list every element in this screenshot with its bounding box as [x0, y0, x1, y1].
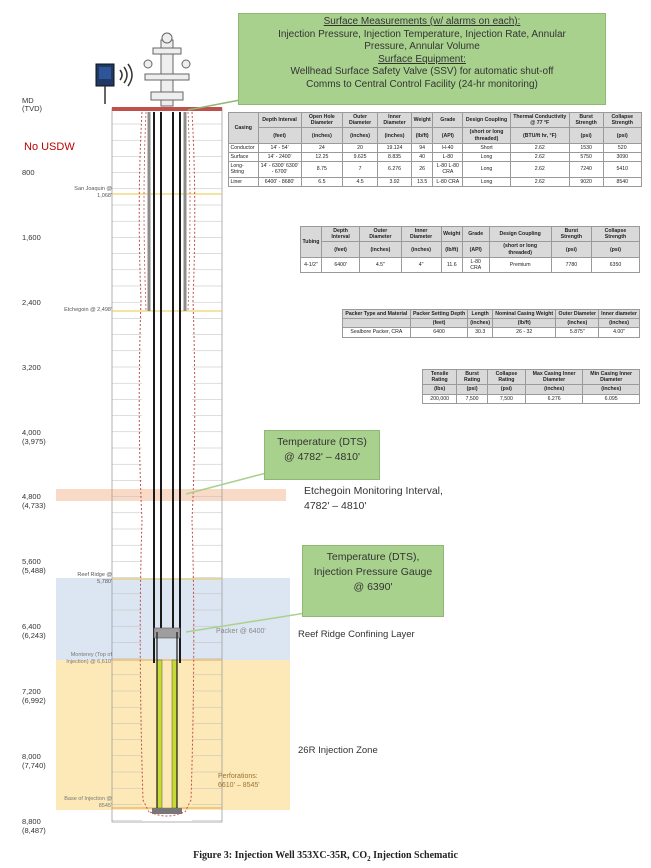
gauge-callout-line-3: @ 6390' [353, 581, 393, 593]
table-cell: 40 [412, 153, 433, 162]
table-cell: 6400' - 8680' [258, 177, 301, 186]
no-usdw-label: No USDW [24, 141, 75, 153]
table-header-cell: Outer Diameter [360, 227, 401, 242]
table-header-cell: Open Hole Diameter [301, 113, 343, 128]
table-cell: 24 [301, 143, 343, 152]
table-cell: 12.25 [301, 153, 343, 162]
table-header-cell: Casing [229, 113, 259, 144]
table-cell: 3090 [603, 153, 642, 162]
table-unit-cell: (inches) [377, 128, 411, 143]
table-cell: 14' - 54' [258, 143, 301, 152]
surface-measurements-line-1: Injection Pressure, Injection Temperature, Injection Rate, Annular [278, 28, 566, 40]
table-cell: 14' - 2400' [258, 153, 301, 162]
table-header-cell: Burst Rating [457, 370, 488, 385]
table-cell: 7,500 [457, 394, 488, 403]
table-cell: L-80 [433, 153, 463, 162]
table-cell: 4-1/2" [301, 257, 322, 272]
depth-mark: 8,800 (8,487) [22, 817, 46, 835]
etchegoin-interval-label: Etchegoin Monitoring Interval, 4782' – 4810' [304, 485, 443, 512]
table-header-cell: Thermal Conductivity @ 77 °F [510, 113, 569, 128]
table-cell: H-40 [433, 143, 463, 152]
table-cell: 14' - 6300' 6300' - 6700' [258, 162, 301, 177]
table-unit-cell: (API) [433, 128, 463, 143]
table-unit-cell: (short or long threaded) [489, 242, 551, 257]
reef-ridge-layer-label: Reef Ridge Confining Layer [298, 629, 415, 640]
table-header-cell: Burst Strength [569, 113, 603, 128]
reef-ridge-label: Reef Ridge @ 5,780' [77, 572, 112, 585]
table-header-cell: Weight [412, 113, 433, 128]
table-cell: 6.276 [525, 394, 582, 403]
table-header-cell: Burst Strength [551, 227, 591, 242]
table-cell: 200,000 [423, 394, 457, 403]
table-row [343, 328, 640, 337]
table-unit-cell: (psi) [591, 242, 639, 257]
table-cell: Surface [229, 153, 259, 162]
table-unit-cell: (inches) [556, 319, 599, 328]
table-header-cell: Collapse Strength [603, 113, 642, 128]
table-row [301, 257, 640, 272]
tubing-table [300, 226, 640, 273]
table-unit-cell: (psi) [569, 128, 603, 143]
injection-zone-label: 26R Injection Zone [298, 745, 378, 756]
depth-mark: 4,000 (3,975) [22, 427, 46, 446]
dts-callout-line-2: @ 4782' – 4810' [284, 451, 360, 463]
table-cell: 4.5 [343, 177, 378, 186]
table-header-cell: Depth Interval [321, 227, 359, 242]
table-unit-cell: (inches) [525, 385, 582, 394]
table-unit-cell: (API) [462, 242, 489, 257]
table-unit-cell: (feet) [321, 242, 359, 257]
table-cell: 94 [412, 143, 433, 152]
table-cell: 4" [401, 257, 441, 272]
table-cell: L-80 L-80 CRA [433, 162, 463, 177]
table-cell: L-80 CRA [433, 177, 463, 186]
table-row [229, 162, 642, 177]
packer-label: Packer @ 6400' [216, 628, 266, 635]
table-header-cell: Nominal Casing Weight [492, 310, 556, 319]
table-unit-cell [343, 319, 411, 328]
table-row [423, 394, 640, 403]
table-cell: 520 [603, 143, 642, 152]
table-unit-cell: (short or long threaded) [463, 128, 510, 143]
table-cell: 6.5 [301, 177, 343, 186]
table-header-cell: Grade [433, 113, 463, 128]
table-cell: Long-String [229, 162, 259, 177]
table-header-cell: Design Coupling [463, 113, 510, 128]
table-header-cell: Tensile Rating [423, 370, 457, 385]
table-row [229, 177, 642, 186]
depth-mark: 8,000 (7,740) [22, 752, 46, 771]
table-cell: 26 - 32 [492, 328, 556, 337]
table-cell: 6.276 [377, 162, 411, 177]
monterey-label: Monterey (Top of Injection) @ 6,610' [66, 652, 112, 665]
gauge-callout-line-2: Injection Pressure Gauge [313, 566, 433, 578]
table-header-cell: Inner Diameter [401, 227, 441, 242]
depth-mark: 7,200 (6,992) [22, 687, 46, 706]
table-cell: Long [463, 162, 510, 177]
table-header-cell: Max Casing Inner Diameter [525, 370, 582, 385]
table-header-cell: Inner Diameter [377, 113, 411, 128]
table-unit-cell: (inches) [401, 242, 441, 257]
table-header-cell: Inner diameter [599, 310, 640, 319]
table-header-cell: Min Casing Inner Diameter [583, 370, 640, 385]
table-cell: 26 [412, 162, 433, 177]
table-unit-cell: (feet) [258, 128, 301, 143]
table-cell: 4.5" [360, 257, 401, 272]
dts-callout-line-1: Temperature (DTS) [277, 436, 367, 448]
table-cell: 8540 [603, 177, 642, 186]
figure-caption: Figure 3: Injection Well 353XC-35R, $CO_2$ Injection Schematic [193, 850, 458, 863]
table-unit-cell: (lb/ft) [412, 128, 433, 143]
table-cell: 7 [343, 162, 378, 177]
table-cell: 6400' [321, 257, 359, 272]
md-header: MD [22, 96, 34, 105]
table-cell: 7240 [569, 162, 603, 177]
table-cell: 7,500 [487, 394, 525, 403]
table-cell: Short [463, 143, 510, 152]
table-cell: 2.62 [510, 153, 569, 162]
table-cell: 8.835 [377, 153, 411, 162]
san-joaquin-label: San Joaquin @ 1,068' [74, 186, 112, 199]
base-injection-label: Base of Injection @ 8545' [64, 796, 112, 809]
etchegoin-label: Etchegoin @ 2,498' [64, 307, 112, 313]
casing-table [228, 112, 642, 187]
table-cell: 2.62 [510, 162, 569, 177]
table-cell: Long [463, 153, 510, 162]
depth-mark: 6,400 (6,243) [22, 622, 46, 641]
table-row [229, 153, 642, 162]
surface-equipment-line-2: Comms to Central Control Facility (24-hr monitoring) [306, 78, 538, 90]
table-unit-cell: (lbs) [423, 385, 457, 394]
table-cell: Sealbore Packer, CRA [343, 328, 411, 337]
table-cell: Long [463, 177, 510, 186]
table-header-cell: Design Coupling [489, 227, 551, 242]
table-cell: 7780 [551, 257, 591, 272]
tensile-table [422, 369, 640, 404]
table-unit-cell: (psi) [603, 128, 642, 143]
table-cell: 5.875" [556, 328, 599, 337]
table-cell: Premium [489, 257, 551, 272]
table-cell: 20 [343, 143, 378, 152]
table-unit-cell: (lb/ft) [441, 242, 462, 257]
table-cell: 19.124 [377, 143, 411, 152]
surface-equipment-line-1: Wellhead Surface Safety Valve (SSV) for automatic shut-off [290, 66, 554, 77]
table-cell: 8.75 [301, 162, 343, 177]
table-unit-cell: (lb/ft) [492, 319, 556, 328]
table-unit-cell: (feet) [410, 319, 468, 328]
table-header-cell: Packer Setting Depth [410, 310, 468, 319]
table-cell: 4.00" [599, 328, 640, 337]
table-header-cell: Outer Diameter [343, 113, 378, 128]
table-cell: 2.62 [510, 177, 569, 186]
table-row [229, 143, 642, 152]
table-unit-cell: (inches) [599, 319, 640, 328]
table-unit-cell: (psi) [487, 385, 525, 394]
table-unit-cell: (psi) [457, 385, 488, 394]
table-header-cell: Length [468, 310, 493, 319]
depth-mark: 4,800 (4,733) [22, 492, 46, 511]
table-header-cell: Tubing [301, 227, 322, 258]
table-header-cell: Grade [462, 227, 489, 242]
gauge-callout-line-1: Temperature (DTS), [326, 551, 420, 563]
table-header-cell: Outer Diameter [556, 310, 599, 319]
table-unit-cell: (inches) [343, 128, 378, 143]
table-cell: 30.3 [468, 328, 493, 337]
table-cell: 9.625 [343, 153, 378, 162]
surface-equipment-heading: Surface Equipment: [378, 53, 466, 65]
table-header-cell: Collapse Rating [487, 370, 525, 385]
table-unit-cell: (inches) [583, 385, 640, 394]
table-cell: L-80 CRA [462, 257, 489, 272]
table-cell: 9020 [569, 177, 603, 186]
table-cell: Conductor [229, 143, 259, 152]
table-cell: 6400 [410, 328, 468, 337]
table-cell: 1530 [569, 143, 603, 152]
pressure-gauge-callout [302, 545, 444, 617]
packer-table [342, 309, 640, 338]
table-unit-cell: (inches) [360, 242, 401, 257]
dts-callout [264, 430, 380, 480]
table-unit-cell: (psi) [551, 242, 591, 257]
table-header-cell: Collapse Strength [591, 227, 639, 242]
depth-mark: 3,200 [22, 362, 41, 372]
depth-mark: 2,400 [22, 297, 41, 307]
table-cell: 2.62 [510, 143, 569, 152]
table-header-cell: Weight [441, 227, 462, 242]
table-cell: 13.5 [412, 177, 433, 186]
table-cell: 5410 [603, 162, 642, 177]
table-cell: Liner [229, 177, 259, 186]
surface-measurements-heading: Surface Measurements (w/ alarms on each): [323, 16, 521, 27]
table-cell: 3.92 [377, 177, 411, 186]
tvd-header: (TVD) [22, 104, 42, 113]
table-cell: 6.095 [583, 394, 640, 403]
table-header-cell: Depth Interval [258, 113, 301, 128]
table-unit-cell: (BTU/ft hr, °F) [510, 128, 569, 143]
depth-mark: 5,600 (5,488) [22, 557, 46, 576]
table-cell: 11.6 [441, 257, 462, 272]
table-header-cell: Packer Type and Material [343, 310, 411, 319]
depth-mark: 800 [22, 167, 35, 177]
depth-mark: 1,600 [22, 232, 41, 242]
table-cell: 6350 [591, 257, 639, 272]
perforations-label: Perforations: 6610' – 8545' [218, 773, 260, 789]
table-unit-cell: (inches) [301, 128, 343, 143]
table-unit-cell: (inches) [468, 319, 493, 328]
surface-measurements-line-2: Pressure, Annular Volume [364, 41, 480, 52]
table-cell: 5750 [569, 153, 603, 162]
surface-measurements-callout [238, 13, 606, 105]
